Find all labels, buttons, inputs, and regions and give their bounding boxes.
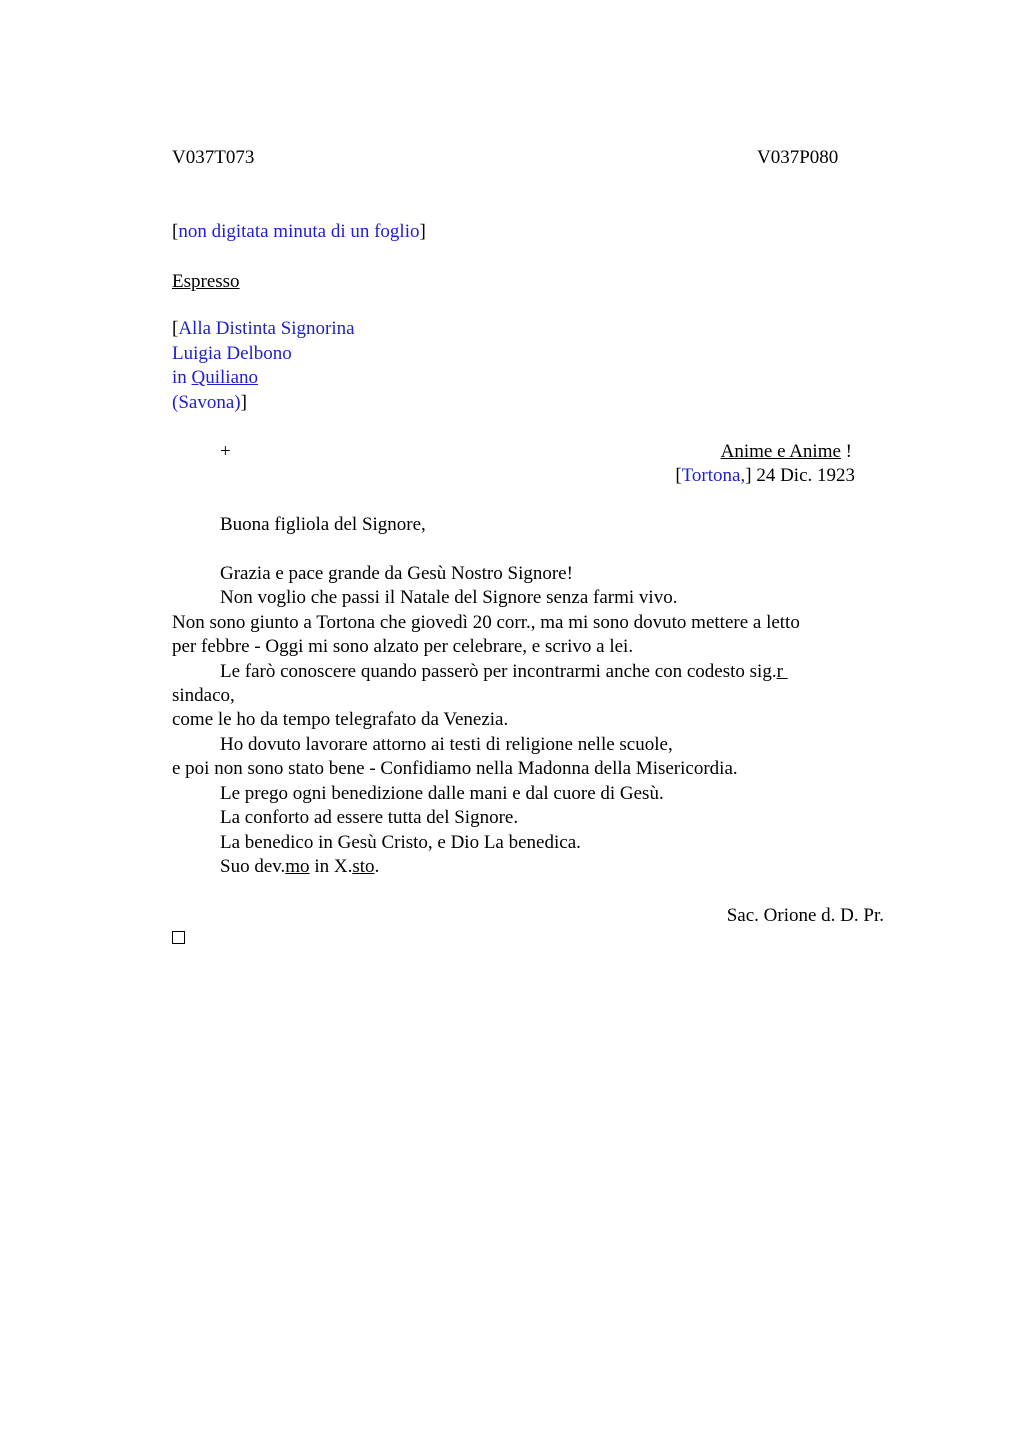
dateline-date: 24 Dic. 1923 (751, 465, 855, 486)
body-line-3: Non sono giunto a Tortona che giovedì 20 corr., ma mi sono dovuto mettere a letto (172, 612, 800, 633)
address-line-1 (172, 317, 355, 341)
address-line-4 (172, 391, 247, 415)
motto (721, 440, 852, 464)
address-place: Quiliano (191, 367, 259, 388)
body-line-10: Le prego ogni benedizione dalle mani e dal cuore di Gesù. (220, 783, 664, 804)
body-line-5 (220, 660, 788, 684)
abbreviation-superscript: r (776, 661, 783, 682)
signature: Sac. Orione d. D. Pr. (726, 905, 884, 926)
closing-line (220, 855, 379, 879)
body-line-8: Ho dovuto lavorare attorno ai testi di religione nelle scuole, (220, 734, 673, 755)
body-line-7: come le ho da tempo telegrafato da Venezia. (172, 709, 509, 730)
document-code-right: V037P080 (757, 147, 839, 168)
editorial-note (172, 220, 426, 244)
body-line-4: per febbre - Oggi mi sono alzato per celebrare, e scrivo a lei. (172, 636, 634, 657)
body-line-12: La benedico in Gesù Cristo, e Dio La benedica. (220, 832, 581, 853)
address-bracket-close: ] (240, 392, 247, 413)
dateline-bracket-close: ] (745, 465, 752, 486)
document-code-left: V037T073 (172, 147, 255, 168)
body-line-5-text: Le farò conoscere quando passerò per incontrarmi anche con codesto sig. (220, 661, 777, 682)
dateline-bracket-open: [ (675, 465, 682, 486)
motto-text: Anime e Anime (720, 441, 841, 462)
address-line-3 (172, 366, 258, 390)
checkbox-square-icon (172, 931, 185, 944)
salutation: Buona figliola del Signore, (220, 514, 426, 535)
dateline-place: Tortona, (681, 465, 746, 486)
body-line-6: sindaco, (172, 685, 235, 706)
address-recipient-title: Alla Distinta Signorina (178, 318, 355, 339)
motto-suffix: ! (840, 441, 852, 462)
body-line-1: Grazia e pace grande da Gesù Nostro Signore! (220, 563, 573, 584)
address-province: (Savona) (172, 392, 241, 413)
address-line-3-prefix: in (172, 367, 192, 388)
address-line-2: Luigia Delbono (172, 343, 292, 364)
bracket-open: [ (172, 221, 179, 242)
closing-text-a: Suo dev. (220, 856, 286, 877)
closing-superscript-mo: mo (285, 856, 310, 877)
bracket-close: ] (419, 221, 426, 242)
body-line-11: La conforto ad essere tutta del Signore. (220, 807, 519, 828)
cross-symbol: + (220, 441, 231, 462)
espresso-label: Espresso (172, 271, 240, 292)
closing-superscript-sto: sto (352, 856, 375, 877)
address-bracket-open: [ (172, 318, 179, 339)
editorial-note-text: non digitata minuta di un foglio (178, 221, 420, 242)
closing-text-e: . (374, 856, 380, 877)
closing-text-c: in X. (309, 856, 353, 877)
dateline (675, 464, 855, 488)
body-line-9: e poi non sono stato bene - Confidiamo nella Madonna della Misericordia. (172, 758, 738, 779)
body-line-2: Non voglio che passi il Natale del Signore senza farmi vivo. (220, 587, 678, 608)
